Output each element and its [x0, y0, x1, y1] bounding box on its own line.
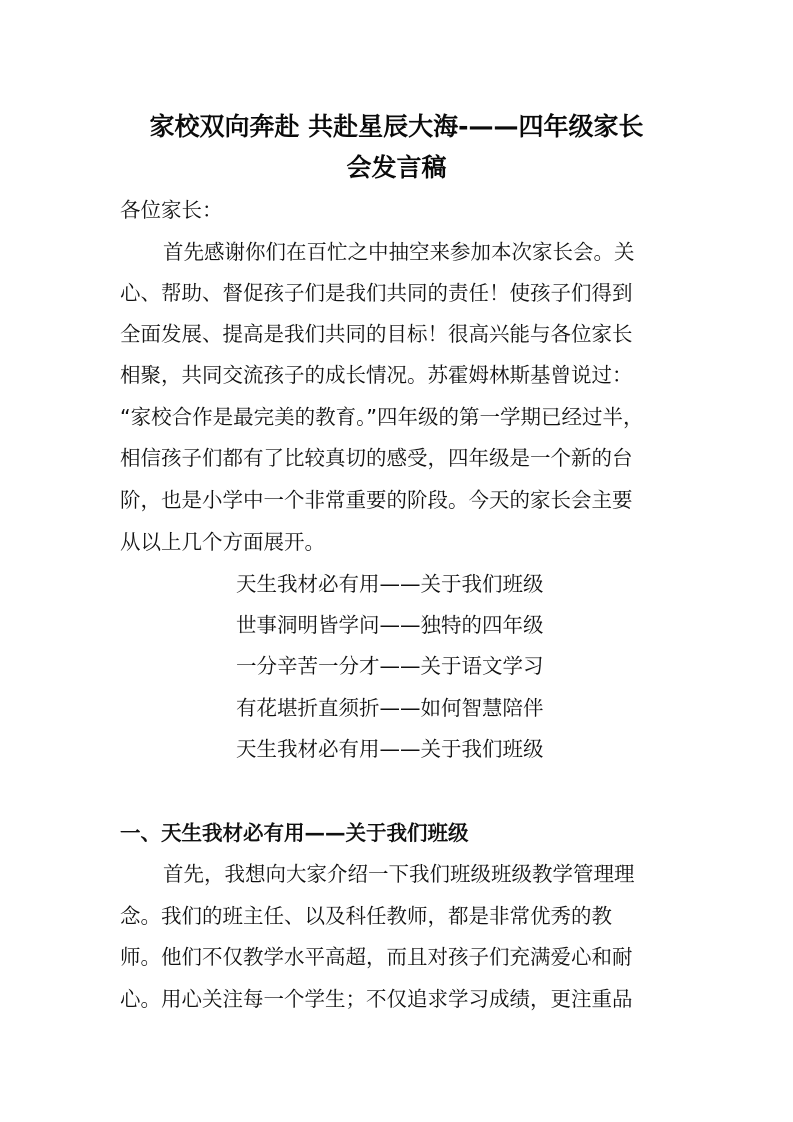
section-1-paragraph-line: 师。他们不仅教学水平高超，而且对孩子们充满爱心和耐 — [120, 945, 633, 969]
intro-paragraph-line: 相信孩子们都有了比较真切的感受，四年级是一个新的台 — [120, 446, 633, 470]
section-1-heading: 一、天生我材必有用——关于我们班级 — [120, 821, 469, 845]
intro-paragraph-line: 首先感谢你们在百忙之中抽空来参加本次家长会。关 — [163, 240, 635, 264]
document-title-line-1: 家校双向奔赴 共赴星辰大海-——四年级家长 — [149, 112, 644, 141]
section-1-paragraph-line: 心。用心关注每一个学生；不仅追求学习成绩，更注重品 — [120, 987, 633, 1011]
intro-paragraph-line: “家校合作是最完美的教育。”四年级的第一学期已经过半， — [120, 405, 644, 429]
section-1-paragraph-line: 念。我们的班主任、以及科任教师，都是非常优秀的教 — [120, 904, 612, 928]
outline-item: 有花堪折直须折——如何智慧陪伴 — [236, 696, 544, 720]
intro-paragraph-line: 从以上几个方面展开。 — [120, 530, 325, 554]
section-1-paragraph-line: 首先，我想向大家介绍一下我们班级班级教学管理理 — [163, 862, 635, 886]
outline-item: 天生我材必有用——关于我们班级 — [236, 737, 544, 761]
outline-item: 世事洞明皆学问——独特的四年级 — [236, 613, 544, 637]
intro-paragraph-line: 全面发展、提高是我们共同的目标！很高兴能与各位家长 — [120, 322, 633, 346]
outline-item: 一分辛苦一分才——关于语文学习 — [236, 654, 544, 678]
document-title-line-2: 会发言稿 — [346, 153, 447, 182]
outline-item: 天生我材必有用——关于我们班级 — [236, 572, 544, 596]
salutation: 各位家长： — [120, 198, 223, 222]
intro-paragraph-line: 心、帮助、督促孩子们是我们共同的责任！使孩子们得到 — [120, 281, 633, 305]
intro-paragraph-line: 相聚，共同交流孩子的成长情况。苏霍姆林斯基曾说过： — [120, 363, 633, 387]
intro-paragraph-line: 阶，也是小学中一个非常重要的阶段。今天的家长会主要 — [120, 488, 633, 512]
